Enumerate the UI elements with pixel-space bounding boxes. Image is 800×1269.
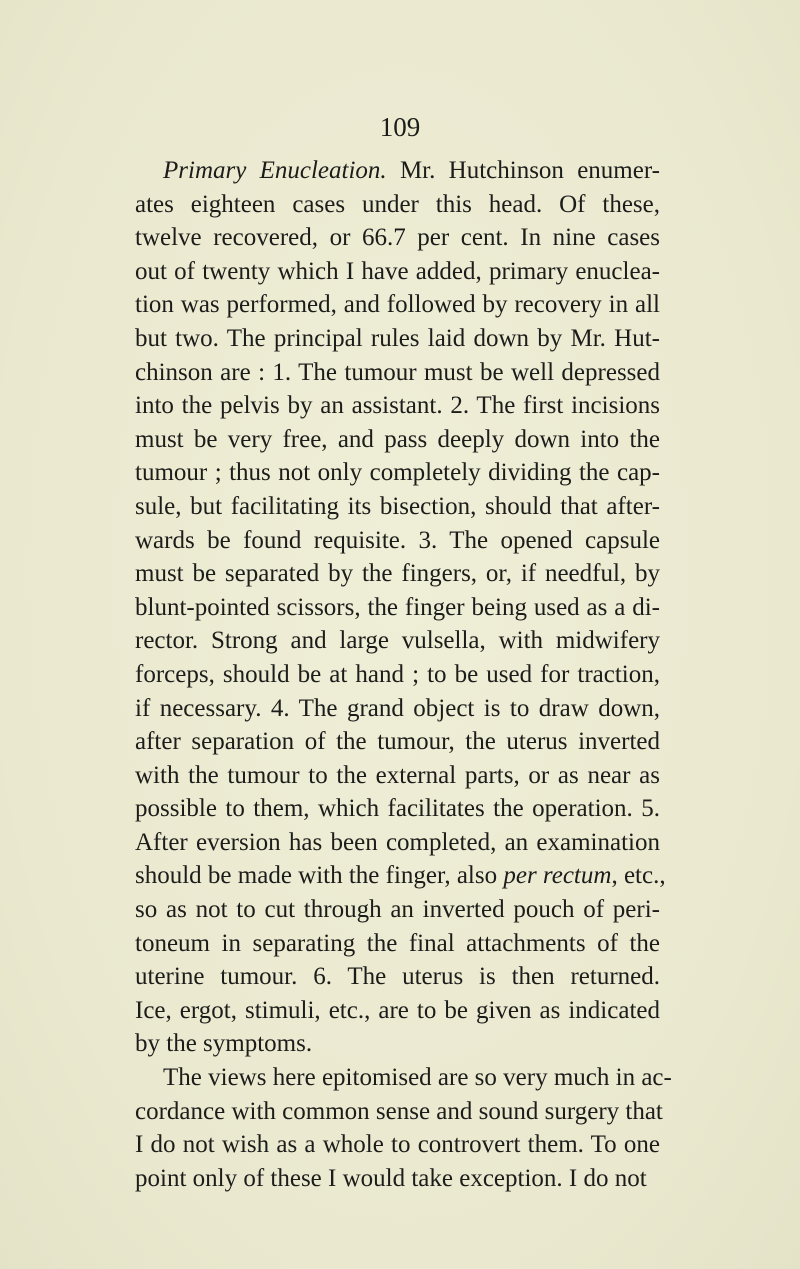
text-line: After eversion has been completed, an examination <box>135 828 660 856</box>
paragraph <box>135 1061 672 1195</box>
text-line: must be very free, and pass deeply down into the <box>135 425 660 453</box>
text-line: possible to them, which facilitates the operation. 5. <box>135 795 660 823</box>
paragraph <box>135 154 666 1061</box>
text-line: tion was performed, and followed by recovery in all <box>135 291 660 319</box>
text-line: twelve recovered, or 66.7 per cent. In nine cases <box>135 224 660 252</box>
text-line: blunt-pointed scissors, the finger being used as a di- <box>135 593 660 621</box>
text-line: with the tumour to the external parts, or as near as <box>135 761 660 789</box>
text-line: cordance with common sense and sound surgery that <box>135 1097 663 1125</box>
text-line: if necessary. 4. The grand object is to draw down, <box>135 694 660 722</box>
text-line: rector. Strong and large vulsella, with midwifery <box>135 627 660 655</box>
text-line: out of twenty which I have added, primary enuclea- <box>135 257 660 285</box>
text-line: uterine tumour. 6. The uterus is then returned. <box>135 963 660 991</box>
page-number: 109 <box>379 112 421 142</box>
text-line: chinson are : 1. The tumour must be well depressed <box>135 358 660 386</box>
text-line: Primary Enucleation. Mr. Hutchinson enumer- <box>163 157 660 184</box>
text-line: should be made with the finger, also per rectum, etc., <box>135 862 666 890</box>
text-line: but two. The principal rules laid down by Mr. Hut- <box>135 324 660 352</box>
text-line: after separation of the tumour, the uterus inverted <box>135 728 660 756</box>
text-line: forceps, should be at hand ; to be used for traction, <box>135 660 660 688</box>
text-line: ates eighteen cases under this head. Of these, <box>135 190 660 218</box>
text-line: The views here epitomised are so very much in ac- <box>163 1064 672 1092</box>
text-line: Ice, ergot, stimuli, etc., are to be given as indicated <box>135 996 660 1024</box>
text-line: I do not wish as a whole to controvert them. To one <box>135 1131 660 1159</box>
text-line: wards be found requisite. 3. The opened capsule <box>135 526 660 554</box>
text-line: so as not to cut through an inverted pouch of peri- <box>135 896 660 924</box>
text-line: toneum in separating the final attachments of the <box>135 929 660 957</box>
text-line: tumour ; thus not only completely dividing the cap- <box>135 459 660 487</box>
text-line: by the symptoms. <box>135 1030 313 1058</box>
text-line: must be separated by the fingers, or, if needful, by <box>135 560 660 588</box>
text-line: into the pelvis by an assistant. 2. The first incisions <box>135 392 660 420</box>
text-line: point only of these I would take exception. I do not <box>135 1164 647 1192</box>
text-line: sule, but facilitating its bisection, should that after- <box>135 492 660 520</box>
body-text <box>135 154 672 1195</box>
